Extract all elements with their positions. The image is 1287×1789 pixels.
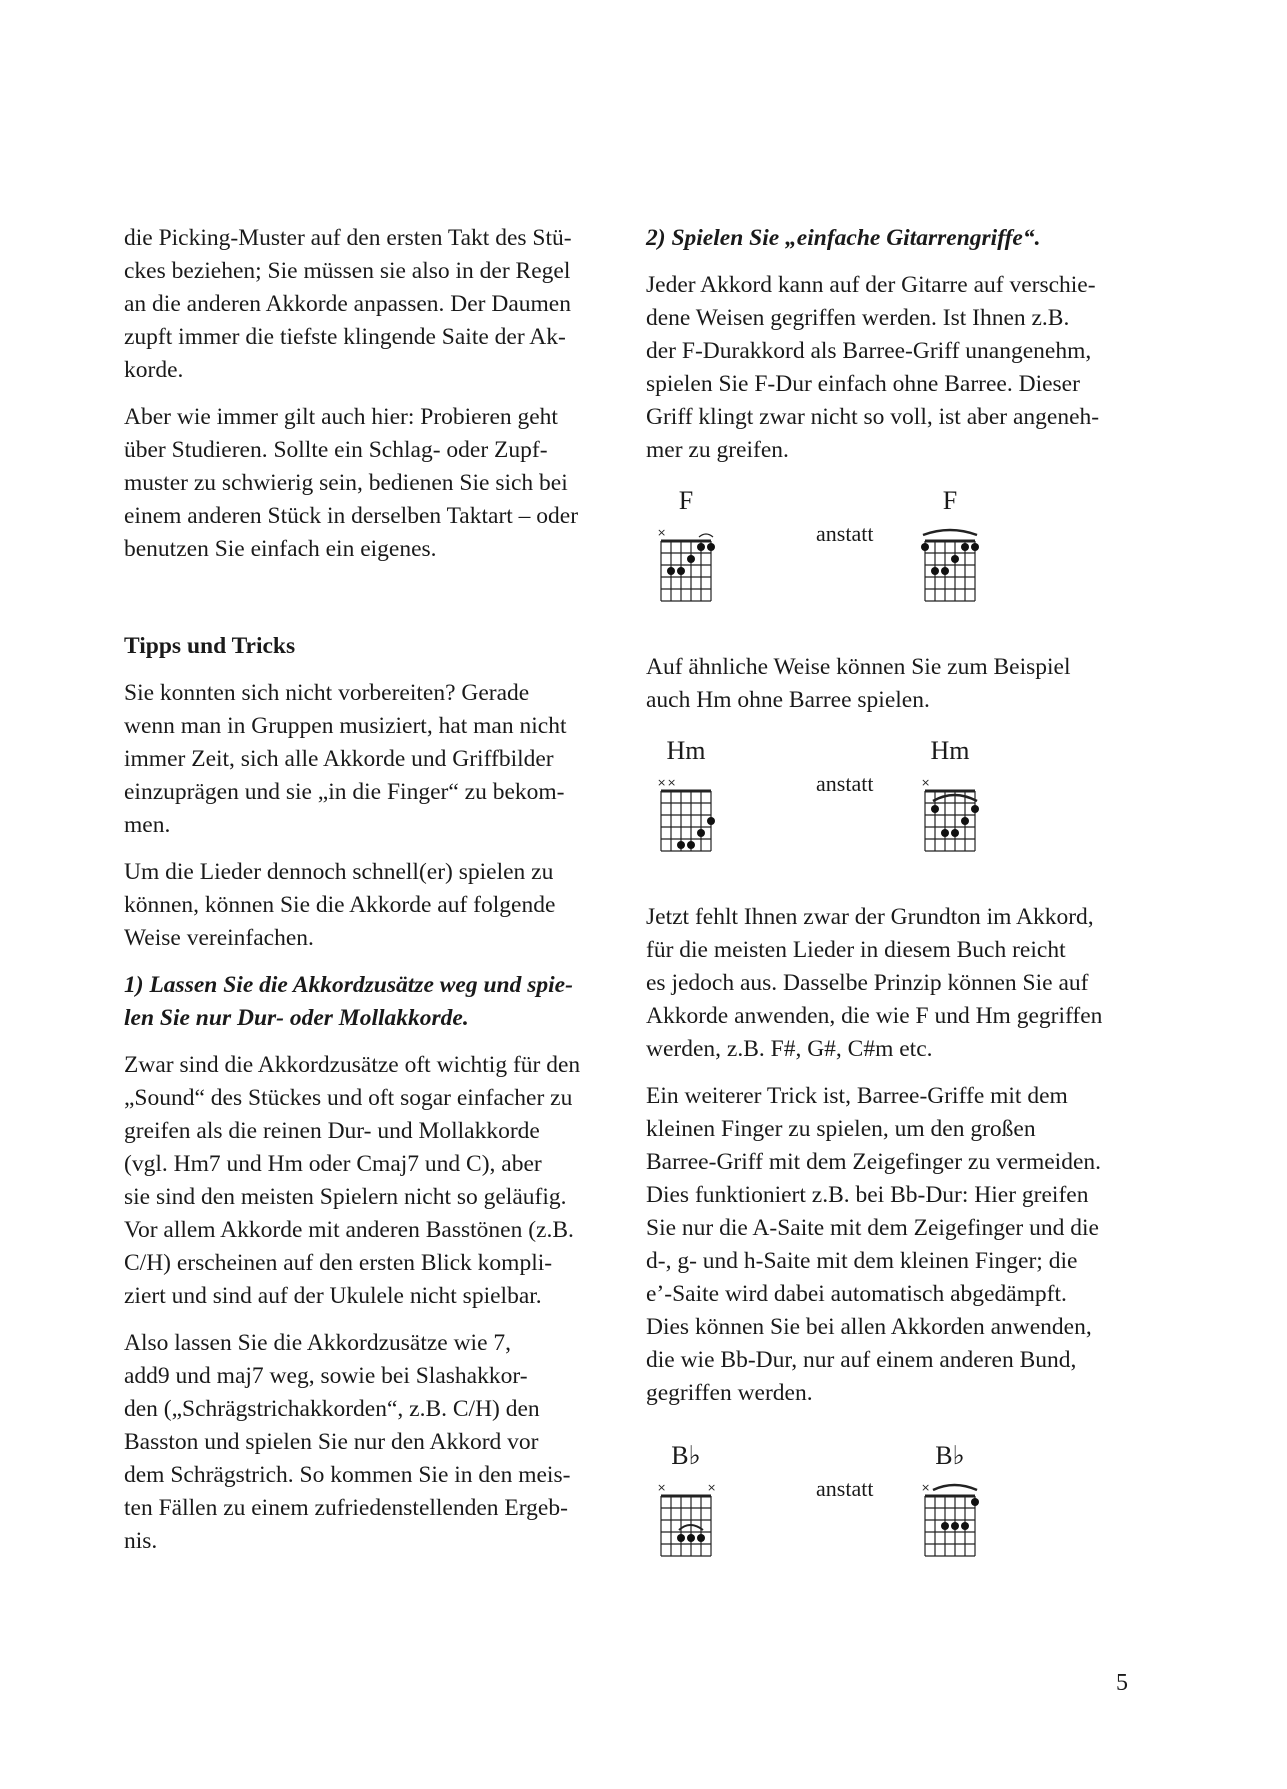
svg-text:×: × <box>707 1481 717 1494</box>
page-number: 5 <box>1116 1670 1128 1696</box>
chord-diagram-hm-barre <box>910 731 990 871</box>
paragraph: die Picking-Muster auf den ersten Takt des Stü- ckes beziehen; Sie müssen sie also in der Regel an die anderen Akkorde anpassen. Der Daumen zupft immer die tiefste klingende Saite der Ak- korde. <box>124 225 572 383</box>
chord-grid-icon <box>910 521 990 621</box>
paragraph: Auf ähnliche Weise können Sie zum Beispiel auch Hm ohne Barree spielen. <box>646 654 1071 713</box>
svg-text:×: × <box>657 1481 667 1494</box>
chord-comparison-f <box>646 481 1136 631</box>
svg-text:×: × <box>921 776 931 789</box>
chord-grid-icon <box>910 771 990 871</box>
paragraph: Aber wie immer gilt auch hier: Probieren geht über Studieren. Sollte ein Schlag- oder Zupf- muster zu schwierig sein, bedienen Sie sich bei einem anderen Stück in derselben Taktart – oder benutzen Sie einfach ein eigenes. <box>124 404 579 562</box>
instead-label: anstatt <box>816 771 874 796</box>
chord-name: B♭ <box>935 1441 965 1470</box>
instead-label: anstatt <box>816 1476 874 1501</box>
svg-text:×: × <box>657 526 667 539</box>
chord-diagram-f-simple <box>646 481 726 621</box>
chord-grid-icon <box>646 1476 726 1576</box>
svg-text:×: × <box>657 776 667 789</box>
tip-heading: 2) Spielen Sie „einfache Gitarrengriffe“. <box>646 225 1041 251</box>
chord-name: F <box>678 486 694 515</box>
chord-grid-icon <box>646 521 726 621</box>
right-column <box>646 222 1136 1606</box>
tip-heading: 1) Lassen Sie die Akkordzusätze weg und spie- len Sie nur Dur- oder Mollakkorde. <box>124 972 573 1031</box>
chord-comparison-hm <box>646 731 1136 881</box>
chord-diagram-bb-simple <box>646 1436 726 1576</box>
chord-name: Hm <box>930 736 970 765</box>
chord-diagram-bb-barre <box>910 1436 990 1576</box>
chord-diagram-f-barre <box>910 481 990 621</box>
chord-grid-icon <box>646 771 726 871</box>
paragraph: Sie konnten sich nicht vorbereiten? Gerade wenn man in Gruppen musiziert, hat man nicht immer Zeit, sich alle Akkorde und Griffbilder einzuprägen und sie „in die Finger“ zu bekom- men. <box>124 680 567 838</box>
chord-name: Hm <box>666 736 706 765</box>
section-heading: Tipps und Tricks <box>124 633 296 659</box>
chord-diagram-hm-simple <box>646 731 726 871</box>
chord-name: F <box>942 486 958 515</box>
paragraph: Also lassen Sie die Akkordzusätze wie 7, add9 und maj7 weg, sowie bei Slashakkor- den („Schrägstrichakkorden“, z.B. C/H) den Basston und spielen Sie nur den Akkord vor dem Schrägstrich. So kommen Sie in den meis- ten Fällen zu einem zufriedenstellenden Ergeb- nis. <box>124 1330 571 1554</box>
svg-text:×: × <box>921 1481 931 1494</box>
left-column <box>124 222 610 1572</box>
svg-text:×: × <box>667 776 677 789</box>
paragraph: Um die Lieder dennoch schnell(er) spielen zu können, können Sie die Akkorde auf folgende Weise vereinfachen. <box>124 859 556 951</box>
paragraph: Zwar sind die Akkordzusätze oft wichtig für den „Sound“ des Stückes und oft sogar einfacher zu greifen als die reinen Dur- und Mollakkorde (vgl. Hm7 und Hm oder Cmaj7 und C), aber sie sind den meisten Spielern nicht so geläufig. Vor allem Akkorde mit anderen Basstönen (z.B. C/H) erscheinen auf den ersten Blick kompli- ziert und sind auf der Ukulele nicht spielbar. <box>124 1052 581 1309</box>
chord-comparison-bb <box>646 1436 1136 1586</box>
paragraph: Jeder Akkord kann auf der Gitarre auf verschie- dene Weisen gegriffen werden. Ist Ihnen z.B. der F-Durakkord als Barree-Griff unangenehm, spielen Sie F-Dur einfach ohne Barree. Dieser Griff klingt zwar nicht so voll, ist aber angeneh- mer zu greifen. <box>646 272 1100 463</box>
chord-grid-icon <box>910 1476 990 1576</box>
paragraph: Jetzt fehlt Ihnen zwar der Grundton im Akkord, für die meisten Lieder in diesem Buch reicht es jedoch aus. Dasselbe Prinzip können Sie auf Akkorde anwenden, die wie F und Hm gegriffen werden, z.B. F#, G#, C#m etc. <box>646 904 1103 1062</box>
instead-label: anstatt <box>816 521 874 546</box>
paragraph: Ein weiterer Trick ist, Barree-Griffe mit dem kleinen Finger zu spielen, um den großen Barree-Griff mit dem Zeigefinger zu vermeiden. Dies funktioniert z.B. bei Bb-Dur: Hier greifen Sie nur die A-Saite mit dem Zeigefinger und die d-, g- und h-Saite mit dem kleinen Finger; die e’-Saite wird dabei automatisch abgedämpft. Dies können Sie bei allen Akkorden anwenden, die wie Bb-Dur, nur auf einem anderen Bund, gegriffen werden. <box>646 1083 1102 1406</box>
chord-name: B♭ <box>671 1441 701 1470</box>
